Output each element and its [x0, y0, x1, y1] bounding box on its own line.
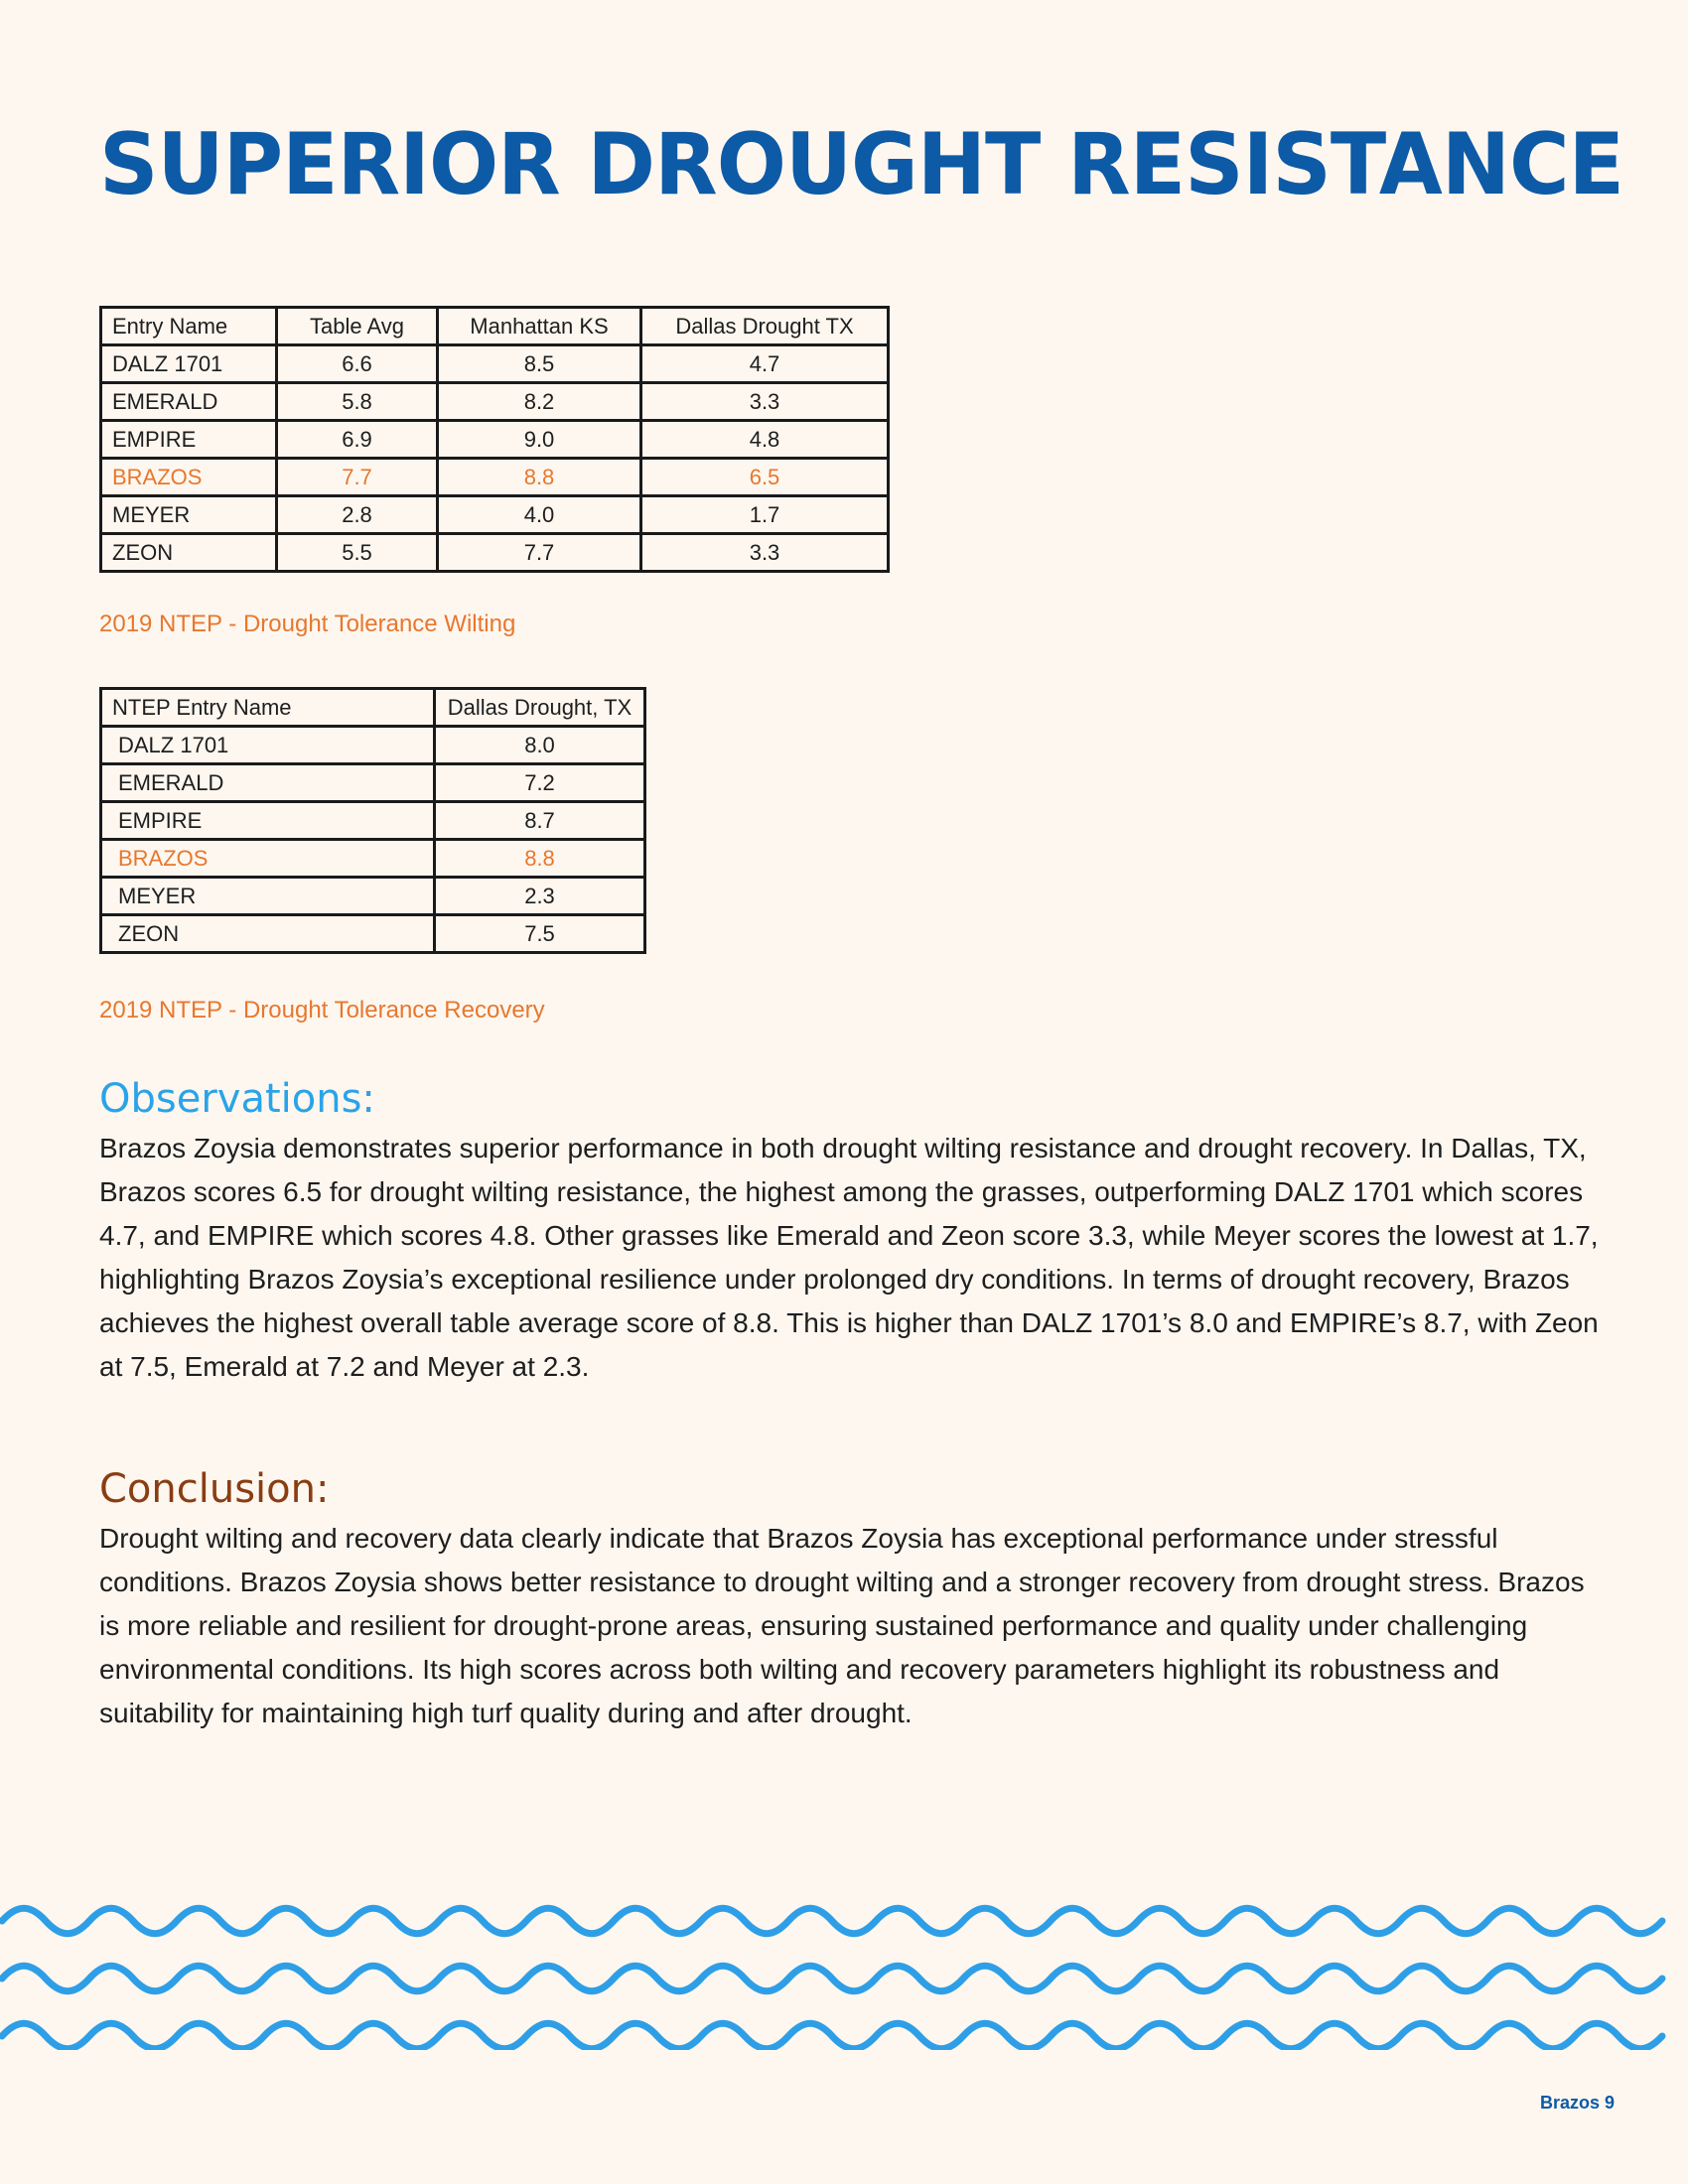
- drought-recovery-table: [99, 687, 646, 954]
- manhattan-ks-cell: 7.7: [438, 534, 641, 572]
- table-avg-cell: 2.8: [277, 496, 438, 534]
- dallas-drought-cell: 3.3: [641, 534, 889, 572]
- table-row: [101, 878, 645, 915]
- entry-name-cell: DALZ 1701: [101, 345, 277, 383]
- table-avg-cell: 5.5: [277, 534, 438, 572]
- wave-line: [2, 2023, 1662, 2049]
- table-avg-cell: 5.8: [277, 383, 438, 421]
- page-title: SUPERIOR DROUGHT RESISTANCE: [99, 115, 1624, 214]
- recovery-table-caption: 2019 NTEP - Drought Tolerance Recovery: [99, 997, 545, 1024]
- manhattan-ks-cell: 4.0: [438, 496, 641, 534]
- dallas-drought-cell: 7.2: [435, 764, 645, 802]
- drought-wilting-table: [99, 306, 890, 573]
- wave-line: [2, 1966, 1662, 1991]
- entry-name-cell: EMERALD: [101, 764, 435, 802]
- wave-line: [2, 1908, 1662, 1934]
- table-row: [101, 802, 645, 840]
- column-header: Table Avg: [277, 308, 438, 345]
- manhattan-ks-cell: 8.5: [438, 345, 641, 383]
- table-row: [101, 383, 889, 421]
- dallas-drought-cell: 7.5: [435, 915, 645, 953]
- entry-name-cell: ZEON: [101, 534, 277, 572]
- table-avg-cell: 6.9: [277, 421, 438, 459]
- dallas-drought-cell: 8.0: [435, 727, 645, 764]
- dallas-drought-cell: 6.5: [641, 459, 889, 496]
- table-row: [101, 496, 889, 534]
- manhattan-ks-cell: 8.8: [438, 459, 641, 496]
- dallas-drought-cell: 1.7: [641, 496, 889, 534]
- wave-pattern-decoration: [0, 1891, 1688, 2050]
- conclusion-paragraph: Drought wilting and recovery data clearly indicate that Brazos Zoysia has exceptional performance under stressful conditions. Brazos Zoysia shows better resistance to drought wilting and a stronger recovery from drought stress. Brazos is more reliable and resilient for drought-prone areas, ensuring sustained performance and quality under challenging environmental conditions. Its high scores across both wilting and recovery parameters highlight its robustness and suitability for maintaining high turf quality during and after drought.: [99, 1523, 1585, 1728]
- column-header: Dallas Drought, TX: [435, 689, 645, 727]
- entry-name-cell: ZEON: [101, 915, 435, 953]
- page-number: Brazos 9: [1539, 2093, 1615, 2113]
- observations-heading: Observations:: [99, 1076, 375, 1122]
- dallas-drought-cell: 8.7: [435, 802, 645, 840]
- entry-name-cell: EMPIRE: [101, 421, 277, 459]
- entry-name-cell: BRAZOS: [101, 840, 435, 878]
- table-row: [101, 727, 645, 764]
- column-header: Dallas Drought TX: [641, 308, 889, 345]
- dallas-drought-cell: 2.3: [435, 878, 645, 915]
- wilting-table-caption: 2019 NTEP - Drought Tolerance Wilting: [99, 611, 516, 637]
- column-header: NTEP Entry Name: [101, 689, 435, 727]
- column-header: Entry Name: [101, 308, 277, 345]
- table-header-row: [101, 689, 645, 727]
- manhattan-ks-cell: 9.0: [438, 421, 641, 459]
- dallas-drought-cell: 3.3: [641, 383, 889, 421]
- entry-name-cell: EMERALD: [101, 383, 277, 421]
- table-header-row: [101, 308, 889, 345]
- table-avg-cell: 6.6: [277, 345, 438, 383]
- table-row: [101, 421, 889, 459]
- entry-name-cell: EMPIRE: [101, 802, 435, 840]
- dallas-drought-cell: 8.8: [435, 840, 645, 878]
- table-avg-cell: 7.7: [277, 459, 438, 496]
- manhattan-ks-cell: 8.2: [438, 383, 641, 421]
- table-row: [101, 915, 645, 953]
- entry-name-cell: DALZ 1701: [101, 727, 435, 764]
- entry-name-cell: MEYER: [101, 496, 277, 534]
- column-header: Manhattan KS: [438, 308, 641, 345]
- table-row-highlighted: [101, 459, 889, 496]
- conclusion-heading: Conclusion:: [99, 1466, 330, 1512]
- table-row: [101, 345, 889, 383]
- dallas-drought-cell: 4.8: [641, 421, 889, 459]
- table-row: [101, 534, 889, 572]
- entry-name-cell: BRAZOS: [101, 459, 277, 496]
- table-row-highlighted: [101, 840, 645, 878]
- dallas-drought-cell: 4.7: [641, 345, 889, 383]
- table-row: [101, 764, 645, 802]
- observations-paragraph: Brazos Zoysia demonstrates superior performance in both drought wilting resistance and drought recovery. In Dallas, TX, Brazos scores 6.5 for drought wilting resistance, the highest among the grasses, outperforming DALZ 1701 which scores 4.7, and EMPIRE which scores 4.8. Other grasses like Emerald and Zeon score 3.3, while Meyer scores the lowest at 1.7, highlighting Brazos Zoysia’s exceptional resilience under prolonged dry conditions. In terms of drought recovery, Brazos achieves the highest overall table average score of 8.8. This is higher than DALZ 1701’s 8.0 and EMPIRE’s 8.7, with Zeon at 7.5, Emerald at 7.2 and Meyer at 2.3.: [99, 1133, 1599, 1382]
- entry-name-cell: MEYER: [101, 878, 435, 915]
